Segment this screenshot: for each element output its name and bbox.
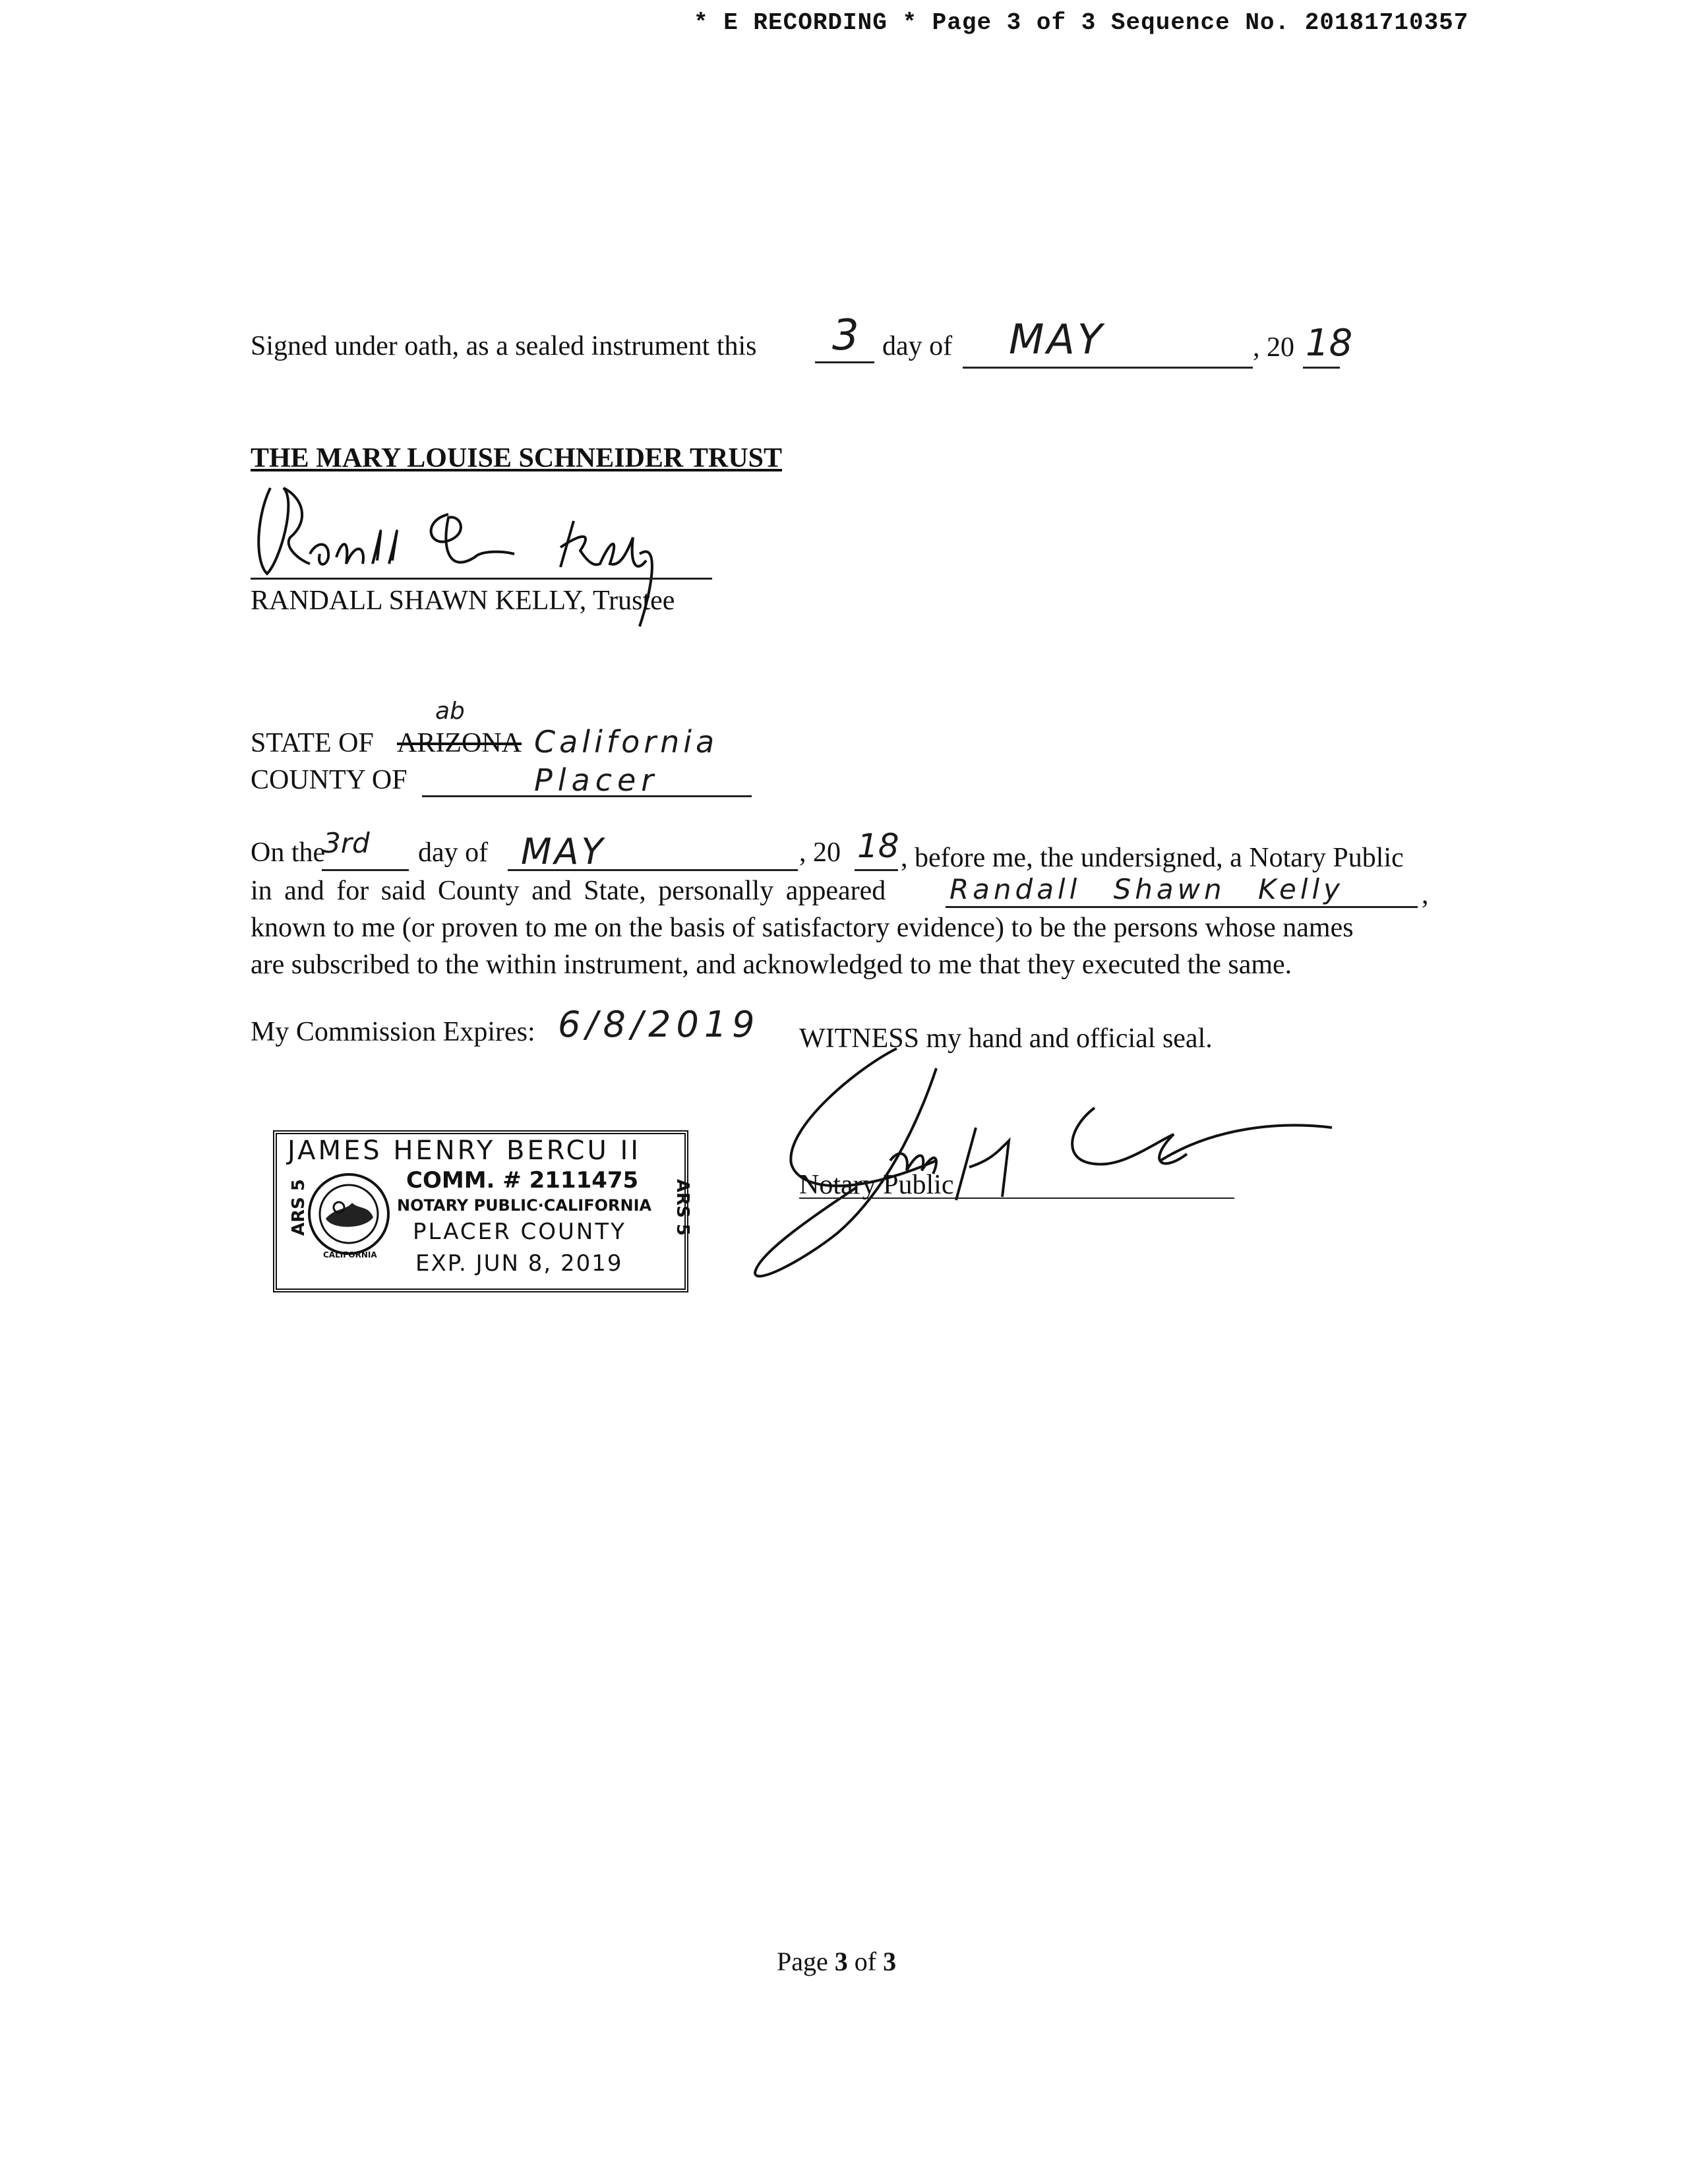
state-struck: ARIZONA (397, 728, 522, 758)
notary-stamp (273, 1130, 693, 1292)
state-handwritten: California (534, 724, 719, 760)
oath-year-blank (1303, 367, 1340, 369)
state-label: STATE OF (251, 728, 374, 758)
stamp-title: NOTARY PUBLIC·CALIFORNIA (397, 1196, 652, 1215)
trustee-signature-line (251, 578, 712, 580)
commission-date-handwritten: 6/8/2019 (558, 1004, 760, 1045)
page-current: 3 (834, 1947, 848, 1976)
trustee-signature (251, 475, 712, 659)
stamp-name: JAMES HENRY BERCU II (287, 1136, 642, 1166)
ack-year-handwritten: 18 (857, 827, 899, 865)
stamp-seal-text: CALIFORNIA (323, 1250, 377, 1259)
ack-line4: are subscribed to the within instrument, and acknowledged to me that they executed the same. (251, 950, 1292, 980)
page-total: 3 (883, 1947, 897, 1976)
page-prefix: Page (777, 1947, 828, 1976)
page-footer (777, 1944, 896, 1980)
ack-year-prefix: , 20 (799, 837, 841, 868)
ack-line2-end: , (1422, 880, 1429, 910)
state-initials: ab (435, 698, 465, 725)
ack-appeared-handwritten: Randall Shawn Kelly (950, 873, 1344, 905)
page-of: of (854, 1947, 877, 1976)
stamp-exp: EXP. JUN 8, 2019 (415, 1250, 623, 1277)
stamp-side-left: ARS 5 (289, 1178, 309, 1236)
ack-line3: known to me (or proven to me on the basis of satisfactory evidence) to be the persons whose names (251, 913, 1354, 943)
stamp-side-right: ARS 5 (673, 1178, 693, 1236)
oath-month-blank (963, 367, 1253, 369)
oath-day-blank (815, 361, 874, 363)
oath-year-handwritten: 18 (1306, 322, 1353, 365)
stamp-comm: COMM. # 2111475 (406, 1167, 639, 1194)
oath-month-handwritten: MAY (1009, 315, 1105, 363)
ack-on-the: On the (251, 837, 326, 868)
ack-appeared-blank (946, 906, 1418, 908)
notary-signature (752, 1029, 1345, 1292)
ack-day-of: day of (418, 837, 489, 868)
ack-day-handwritten: 3rd (323, 827, 370, 859)
stamp-county: PLACER COUNTY (413, 1219, 626, 1245)
county-handwritten: Placer (534, 762, 659, 798)
oath-year-prefix: , 20 (1253, 332, 1294, 363)
oath-day-handwritten: 3 (832, 311, 859, 360)
ack-month-handwritten: MAY (521, 831, 606, 872)
oath-prefix: Signed under oath, as a sealed instrument this (251, 331, 757, 361)
ack-line1-rest: , before me, the undersigned, a Notary Public (901, 843, 1404, 873)
state-seal-icon (306, 1171, 392, 1257)
witness-text: WITNESS my hand and official seal. (799, 1023, 1213, 1054)
county-label: COUNTY OF (251, 765, 407, 795)
recording-header: * E RECORDING * Page 3 of 3 Sequence No. 20181710357 (694, 9, 1469, 36)
ack-line2-start: in and for said County and State, personally appeared (251, 876, 886, 906)
oath-day-of: day of (882, 331, 953, 361)
trustee-name: RANDALL SHAWN KELLY, Trustee (251, 586, 675, 616)
ack-year-blank (855, 869, 898, 871)
notary-public-label: Notary Public (799, 1170, 954, 1200)
ack-day-blank (322, 869, 409, 871)
commission-label: My Commission Expires: (251, 1017, 535, 1047)
trust-title: THE MARY LOUISE SCHNEIDER TRUST (251, 443, 783, 473)
